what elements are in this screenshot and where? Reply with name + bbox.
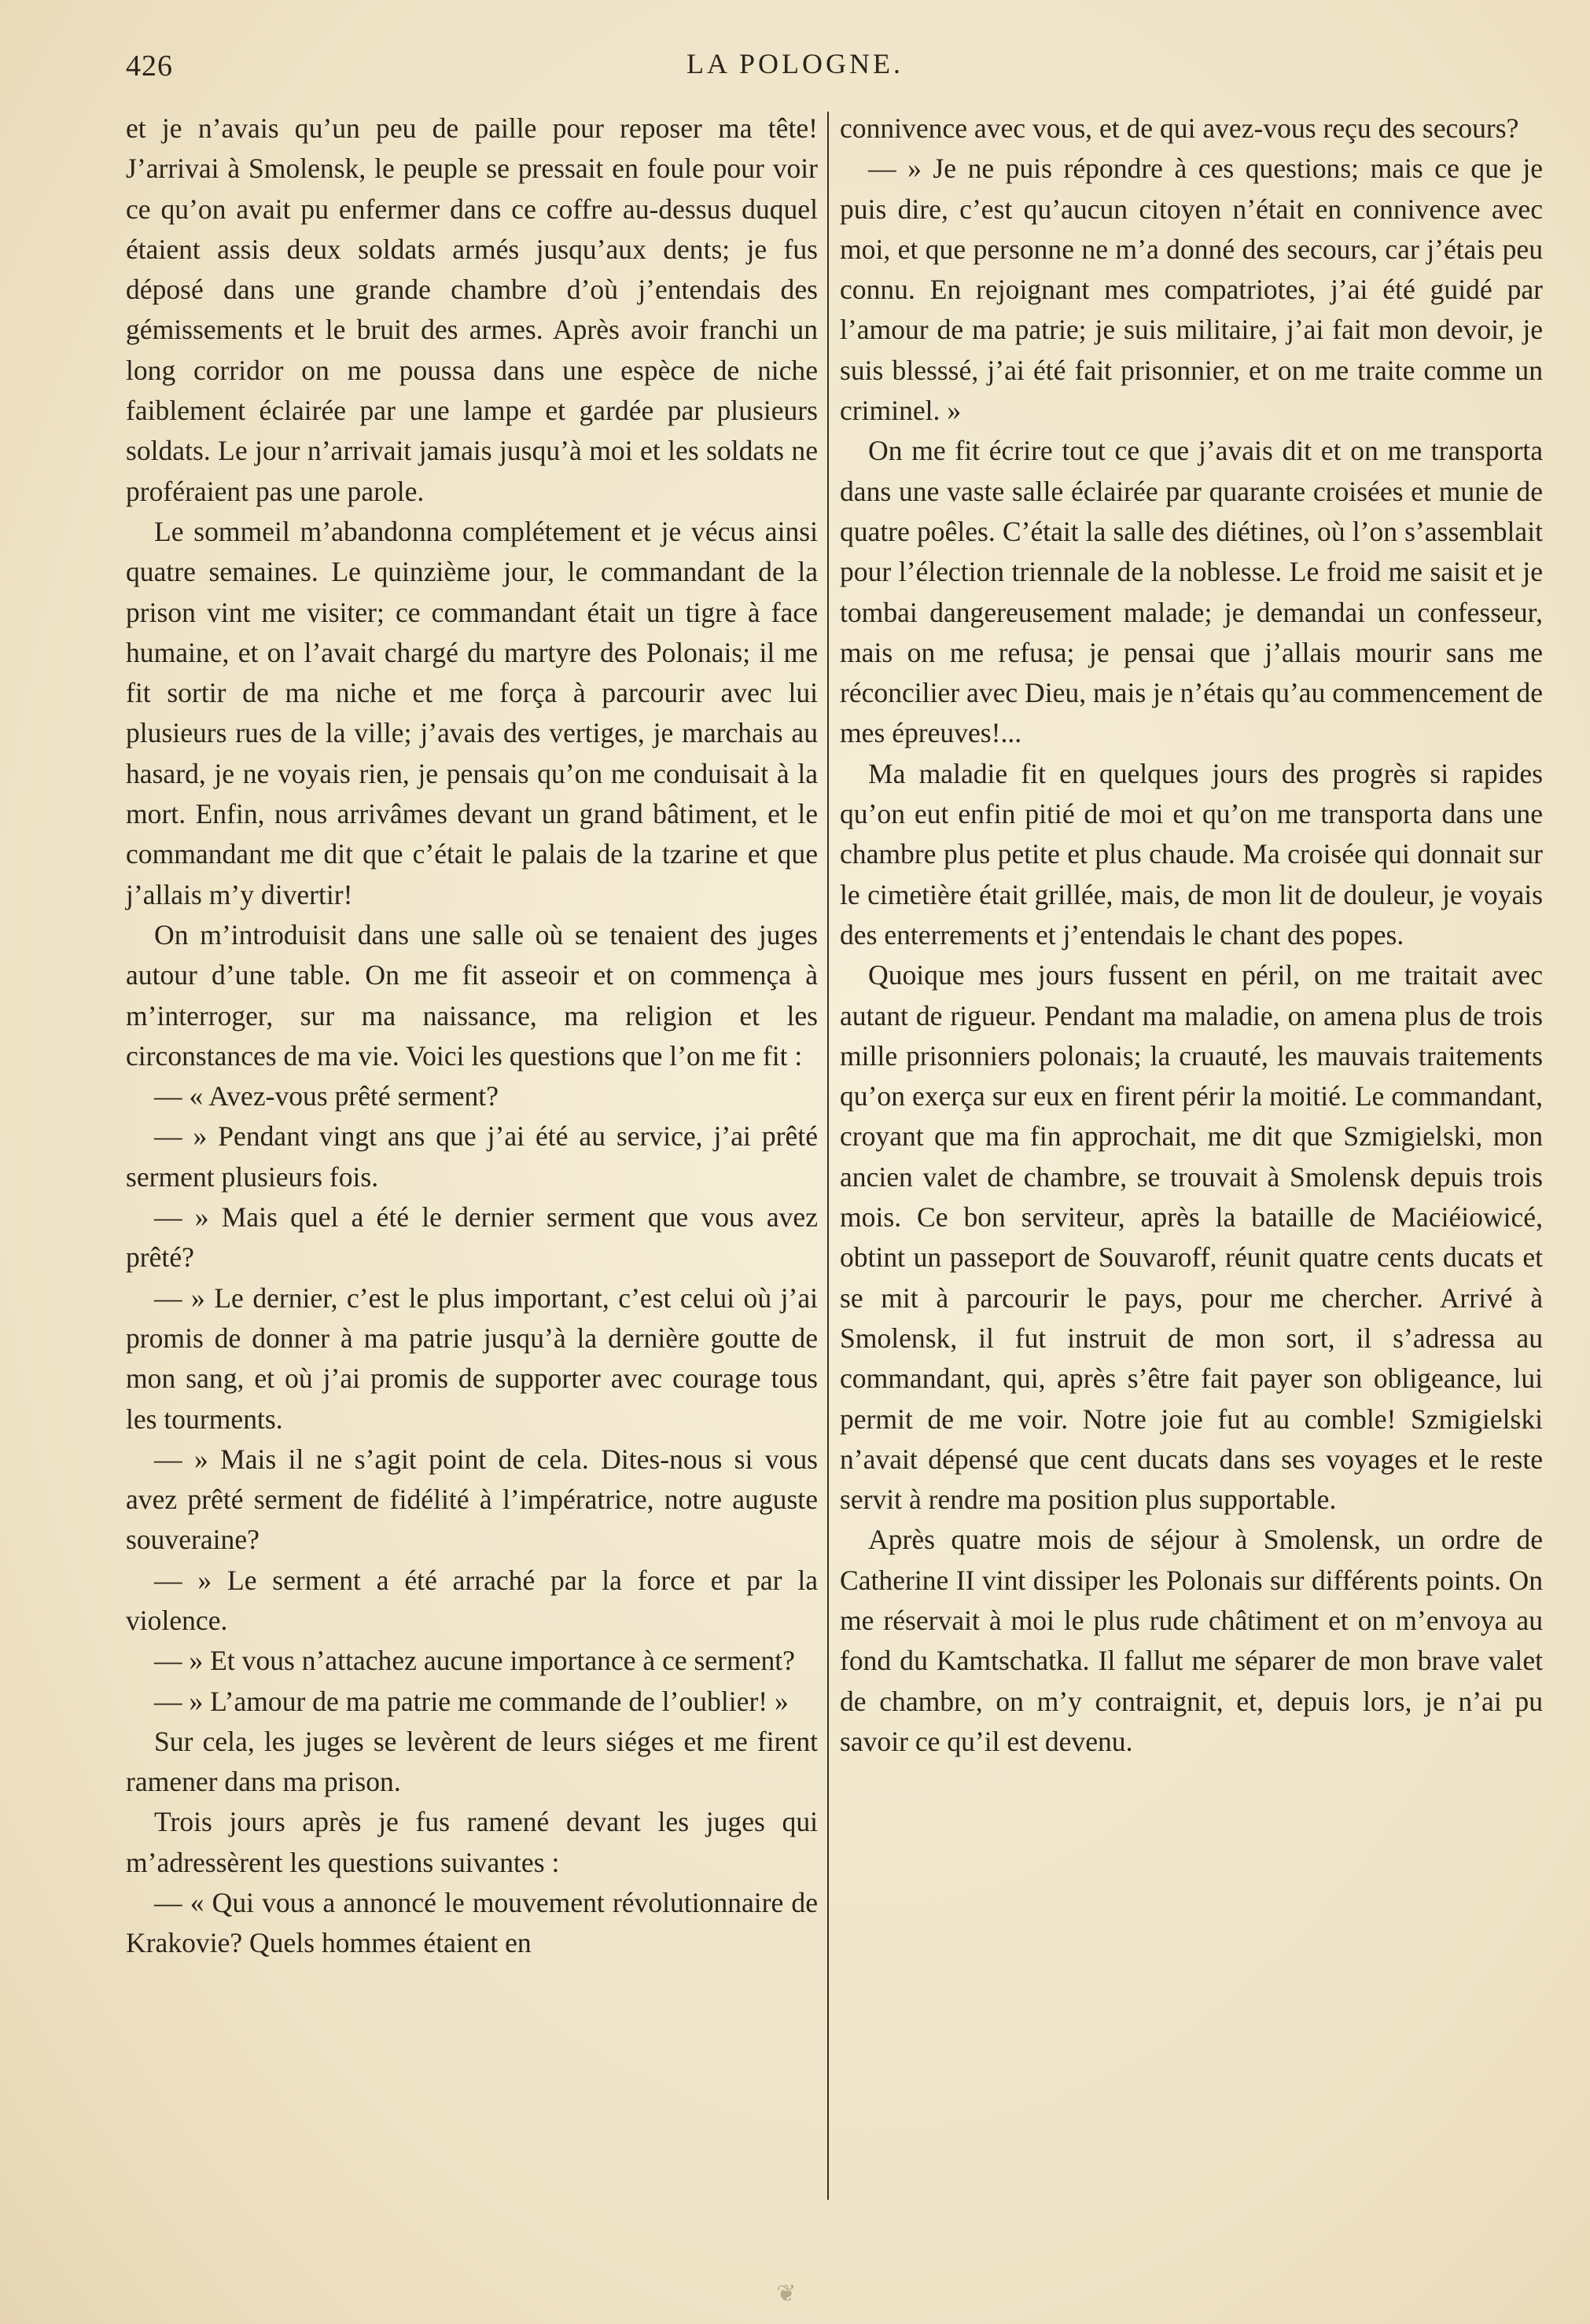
dialogue-line: — « Avez-vous prêté serment?: [154, 1080, 499, 1112]
dialogue-line: — » Mais il ne s’agit point de cela. Dites-nous si vous avez prêté serment de fidélité à l’impératrice, notre auguste souveraine?: [126, 1443, 818, 1556]
paragraph: Quoique mes jours fussent en péril, on me traitait avec autant de rigueur. Pendant ma maladie, on amena plus de trois mille prisonniers polonais; la cruauté, les mauvais traitements qu’on exerça sur eux en firent périr la moitié. Le commandant, croyant que ma fin approchait, me dit que Szmigielski, mon ancien valet de chambre, se trouvait à Smolensk depuis trois mois. Ce bon serviteur, après la bataille de Maciéiowicé, obtint un passeport de Souvaroff, réunit quatre cents ducats et se mit à parcourir le pays, pour me chercher. Arrivé à Smolensk, il fut instruit de mon sort, il s’adressa au commandant, qui, après s’être fait payer son obligeance, lui permit de me voir. Notre joie fut au comble! Szmigielski n’avait dépensé que cent ducats dans ses voyages et le reste servit à rendre ma position plus supportable.: [840, 959, 1543, 1516]
dialogue-line: — » Je ne puis répondre à ces questions; mais ce que je puis dire, c’est qu’aucun citoyen n’était en connivence avec moi, et que personne ne m’a donné des secours, car j’étais peu connu. En rejoignant mes compatriotes, j’ai été guidé par l’amour de ma patrie; je suis militaire, j’ai fait mon devoir, je suis blesssé, j’ai été fait prisonnier, et on me traite comme un criminel. »: [840, 153, 1543, 427]
dialogue-line: — » Et vous n’attachez aucune importance à ce serment?: [154, 1645, 795, 1677]
dialogue-line: — « Qui vous a annoncé le mouvement révolutionnaire de Krakovie? Quels hommes étaient en: [126, 1887, 818, 1959]
running-head: LA POLOGNE.: [686, 48, 904, 79]
dialogue-line: — » Mais quel a été le dernier serment que vous avez prêté?: [126, 1201, 818, 1274]
paragraph: On me fit écrire tout ce que j’avais dit et on me transporta dans une vaste salle éclairée par quarante croisées et munie de quatre poêles. C’était la salle des diétines, où l’on s’assemblait pour l’élection triennale de la noblesse. Le froid me saisit et je tombai dangereusement malade; je demandai un confesseur, mais on me refusa; je pensai que j’allais mourir sans me réconcilier avec Dieu, mais je n’étais qu’au commencement de mes épreuves!...: [840, 435, 1543, 749]
paragraph: Après quatre mois de séjour à Smolensk, un ordre de Catherine II vint dissiper les Polonais sur différents points. On me réservait à moi le plus rude châtiment et on m’envoya au fond du Kamtschatka. Il fallut me séparer de mon brave valet de chambre, on m’y contraignit, et, depuis lors, je n’ai pu savoir ce qu’il est devenu.: [840, 1524, 1543, 1757]
paragraph: Sur cela, les juges se levèrent de leurs siéges et me firent ramener dans ma prison.: [126, 1725, 818, 1798]
ornament-icon: ❦: [776, 2281, 797, 2307]
dialogue-line: — » Le serment a été arraché par la force et par la violence.: [126, 1564, 818, 1636]
paragraph: et je n’avais qu’un peu de paille pour reposer ma tête! J’arrivai à Smolensk, le peuple se pressait en foule pour voir ce qu’on avait pu enfermer dans ce coffre au-dessus duquel étaient assis deux soldats armés jusqu’aux dents; je fus déposé dans une grande chambre d’où j’entendais des gémissements et le bruit des armes. Après avoir franchi un long corridor on me poussa dans une espèce de niche faiblement éclairée par une lampe et gardée par plusieurs soldats. Le jour n’arrivait jamais jusqu’à moi et les soldats ne proféraient pas une parole.: [126, 112, 818, 507]
dialogue-line: — » L’amour de ma patrie me commande de l’oublier! »: [154, 1685, 789, 1717]
paragraph: Le sommeil m’abandonna complétement et je vécus ainsi quatre semaines. Le quinzième jour, le commandant de la prison vint me visiter; ce commandant était un tigre à face humaine, et on l’avait chargé du martyre des Polonais; il me fit sortir de ma niche et me força à parcourir avec lui plusieurs rues de la ville; j’avais des vertiges, je marchais au hasard, je ne voyais rien, je pensais qu’on me conduisait à la mort. Enfin, nous arrivâmes devant un grand bâtiment, et le commandant me dit que c’était le palais de la tzarine et que j’allais m’y divertir!: [126, 515, 818, 910]
paragraph: On m’introduisit dans une salle où se tenaient des juges autour d’une table. On me fit asseoir et on commença à m’interroger, sur ma naissance, ma religion et les circonstances de ma vie. Voici les questions que l’on me fit :: [126, 918, 818, 1072]
column-divider: [827, 112, 829, 2200]
paragraph: Ma maladie fit en quelques jours des progrès si rapides qu’on eut enfin pitié de moi et qu’on me transporta dans une chambre plus petite et plus chaude. Ma croisée qui donnait sur le cimetière était grillée, mais, de mon lit de douleur, je voyais des enterrements et j’entendais le chant des popes.: [840, 757, 1543, 951]
paragraph: Trois jours après je fus ramené devant les juges qui m’adressèrent les questions suivantes :: [126, 1806, 818, 1878]
paragraph: connivence avec vous, et de qui avez-vous reçu des secours?: [840, 112, 1519, 144]
dialogue-line: — » Le dernier, c’est le plus important, c’est celui où j’ai promis de donner à ma patrie jusqu’à la dernière goutte de mon sang, et où j’ai promis de supporter avec courage tous les tourments.: [126, 1282, 818, 1435]
dialogue-line: — » Pendant vingt ans que j’ai été au service, j’ai prêté serment plusieurs fois.: [126, 1120, 818, 1193]
right-column: [840, 108, 1543, 1762]
left-column: [126, 108, 818, 1964]
page-number: 426: [126, 50, 173, 83]
